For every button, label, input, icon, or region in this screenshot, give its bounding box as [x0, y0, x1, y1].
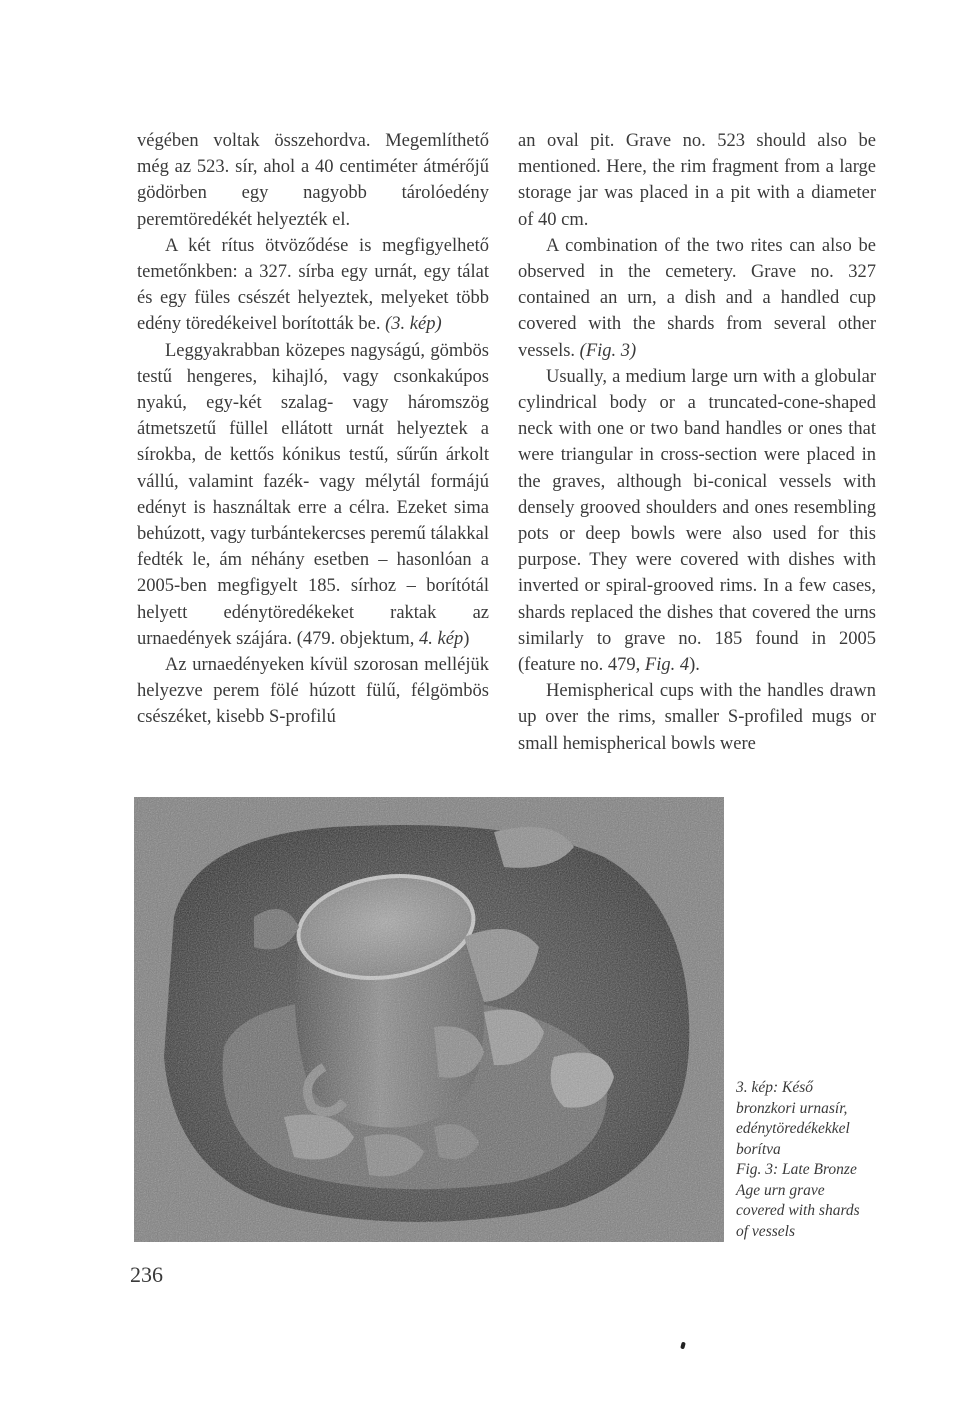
page-number: 236 — [130, 1262, 163, 1287]
hu-paragraph-3-end: ) — [463, 628, 470, 649]
hu-figure-reference-2: 4. kép — [419, 628, 464, 649]
en-paragraph-2 — [518, 233, 876, 364]
english-column — [518, 128, 876, 757]
en-figure-reference-2: Fig. 4 — [644, 655, 690, 676]
urn-grave-photo — [134, 797, 724, 1242]
figure-caption — [736, 1078, 886, 1242]
hungarian-column — [137, 128, 489, 731]
caption-en-line-1: Fig. 3: Late Bronze — [736, 1161, 857, 1178]
hu-paragraph-4: Az urnaedényeken kívül szorosan melléjük helyezve perem fölé húzott fülű, félgömbös csészéket, kisebb S-profilú — [137, 655, 489, 728]
hu-figure-reference: (3. kép) — [385, 314, 442, 335]
caption-hu-line-4: borítva — [736, 1140, 781, 1158]
caption-hu-line-3: edénytöredékekkel — [736, 1120, 850, 1137]
en-paragraph-3-text: Usually, a medium large urn with a globular cylindrical body or a truncated-cone-shaped neck with one or two band handles or ones that were triangular in cross-section were placed in the graves, although bi-conical vessels with densely grooved shoulders and ones resembling pots or deep bowls were also used for this purpose. They were covered with dishes with inverted or spiral-grooved rims. In a few cases, shards replaced the dishes that covered the urns similarly to grave no. 185 found in 2005 (feature no. 479, — [518, 366, 876, 676]
en-paragraph-3-end: ). — [689, 655, 700, 676]
ink-speck — [680, 1342, 686, 1350]
en-paragraph-4: Hemispherical cups with the handles drawn up over the rims, smaller S-profiled mugs or small hemispherical bowls were — [518, 681, 876, 754]
hu-paragraph-3 — [137, 338, 489, 652]
caption-en-line-2: Age urn grave — [736, 1181, 825, 1199]
urn-grave-photo-drawing — [134, 797, 724, 1242]
caption-en-line-4: of vessels — [736, 1222, 795, 1240]
en-paragraph-3 — [518, 364, 876, 678]
hu-paragraph-3-text: Leggyakrabban közepes nagyságú, gömbös testű hengeres, kihajló, vagy csonkakúpos nyakú, egy-két szalag- vagy háromszög átmetszetű füllel ellátott urnát helyeztek a sírokba, de kettős kónikus testű, sűrűn árkolt vállú, valamint fazék- vagy mélytál formájú edényt is használtak erre a célra. Ezeket sima behúzott, vagy turbántekercses peremű tálakkal fedték le, ám néhány esetben – hasonlóan a 2005-ben megfigyelt 185. sírhoz – borítótál helyett edénytöredékeket raktak az urnaedények szájára. (479. objektum, — [137, 340, 489, 649]
hu-paragraph-2-text: A két rítus ötvöződése is megfigyelhető temetőnkben: a 327. sírba egy urnát, egy tálat és egy füles csészét helyeztek, melyeket több edény töredékeivel borították be. — [137, 235, 489, 335]
en-paragraph-1: an oval pit. Grave no. 523 should also be mentioned. Here, the rim fragment from a large storage jar was placed in a pit with a diameter of 40 cm. — [518, 131, 876, 230]
hu-paragraph-2 — [137, 233, 489, 338]
caption-en-line-3: covered with shards — [736, 1202, 860, 1219]
caption-hu-line-2: bronzkori urnasír, — [736, 1099, 848, 1117]
en-figure-reference: (Fig. 3) — [579, 340, 637, 361]
caption-hu-line-1: 3. kép: Késő — [736, 1079, 814, 1096]
hu-paragraph-1: végében voltak összehordva. Megemlíthető még az 523. sír, ahol a 40 centiméter átmérőjű gödörben egy nagyobb tárolóedény peremtöredékét helyezték el. — [137, 131, 489, 230]
en-paragraph-2-text: A combination of the two rites can also be observed in the cemetery. Grave no. 327 contained an urn, a dish and a handled cup covered with the shards from several other vessels. — [518, 235, 876, 361]
